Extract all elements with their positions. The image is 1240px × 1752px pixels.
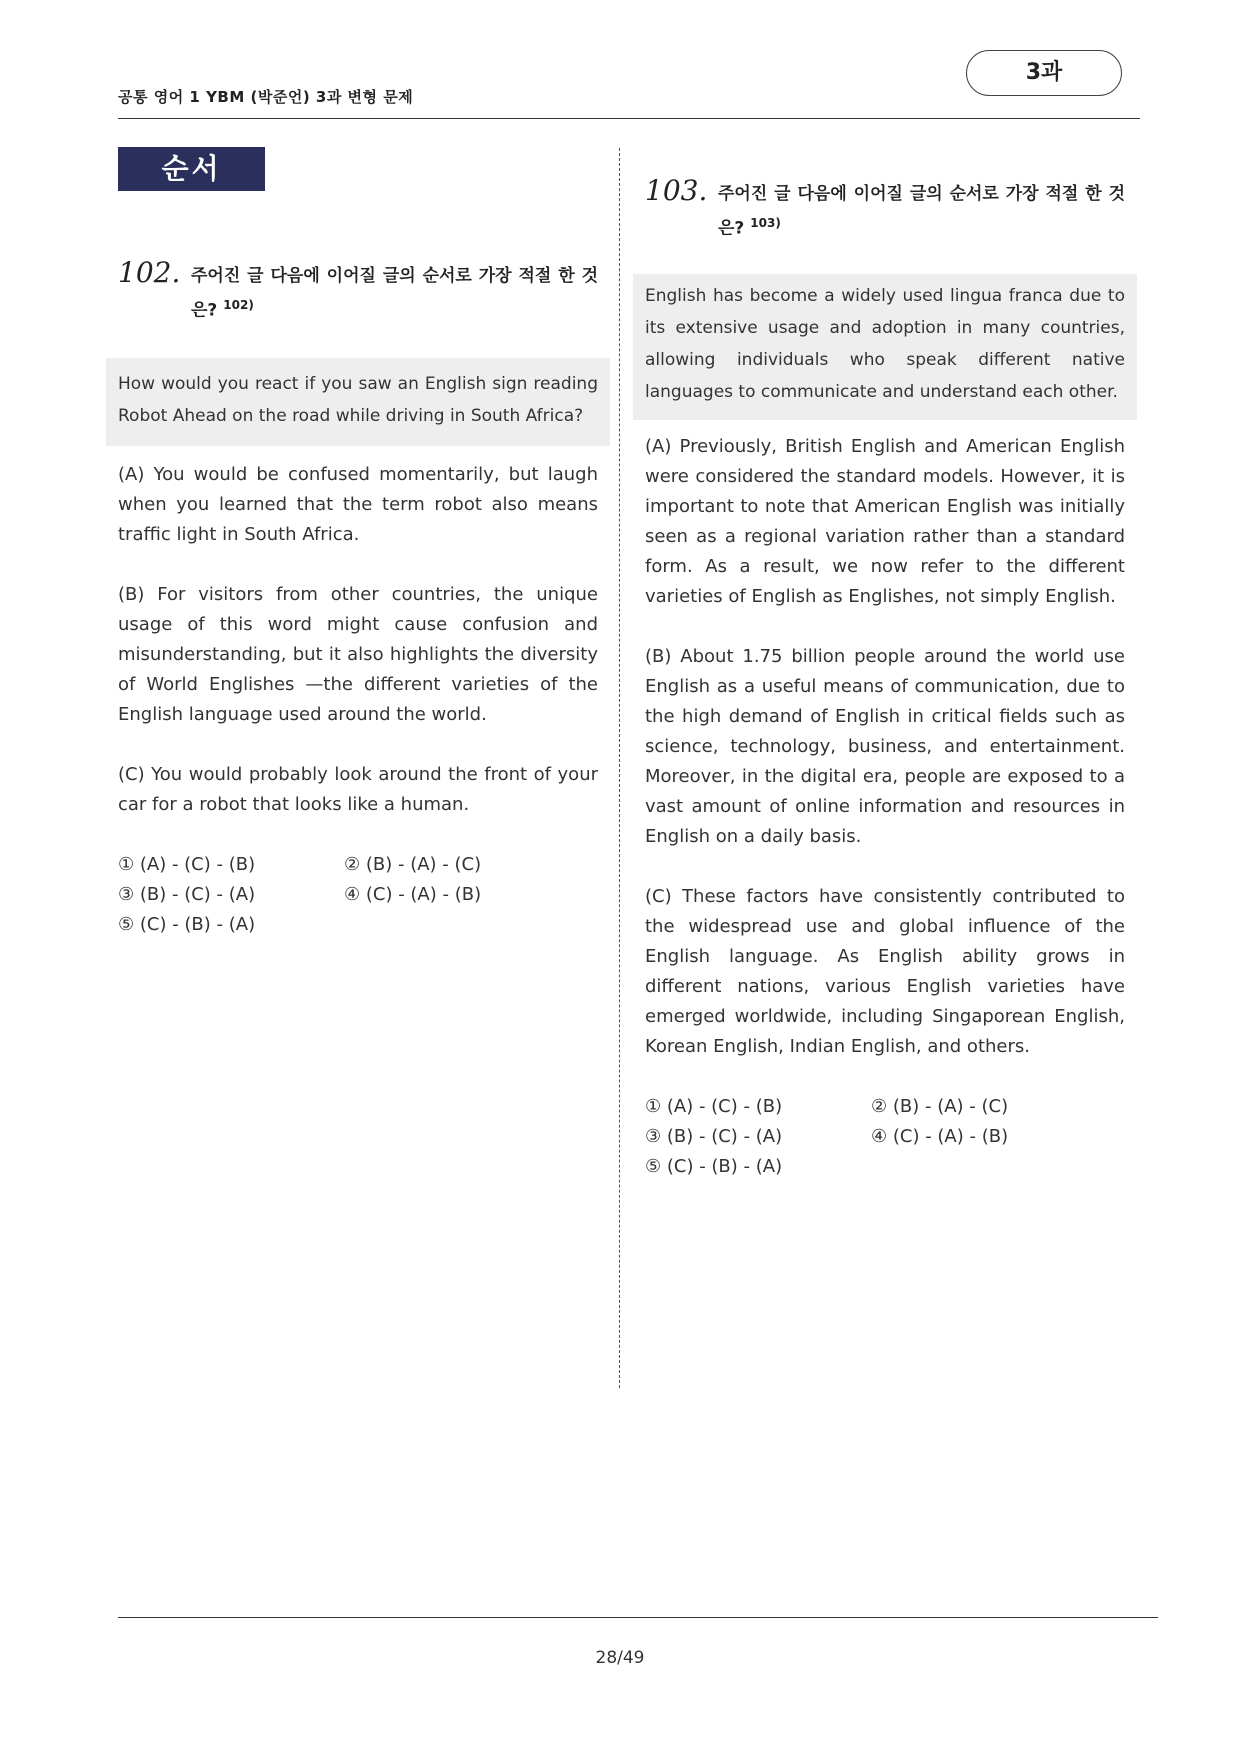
paragraph-c: (C) You would probably look around the front of your car for a robot that looks like a human. — [118, 763, 598, 815]
paragraph-b: (B) For visitors from other countries, the unique usage of this word might cause confusion and misunderstanding, but it also highlights the diversity of World Englishes —the different varieties of the English language used around the world. — [118, 583, 598, 725]
answer-choice-2[interactable]: ② (B) - (A) - (C) — [871, 1095, 1009, 1117]
answer-choice-4[interactable]: ④ (C) - (A) - (B) — [871, 1125, 1009, 1147]
header-rule — [118, 118, 1140, 119]
question-footnote-ref: 103) — [750, 216, 781, 230]
question-prompt — [191, 262, 598, 326]
answer-choice-2[interactable]: ② (B) - (A) - (C) — [344, 853, 482, 875]
footer-rule — [118, 1617, 1158, 1618]
paragraph-c: (C) These factors have consistently contributed to the widespread use and global influence of the English language. As English ability grows in different nations, various English varieties have emerged worldwide, including Singaporean English, Korean English, Indian English, and others. — [645, 885, 1125, 1057]
given-passage: How would you react if you saw an English sign reading Robot Ahead on the road while driving in South Africa? — [106, 358, 610, 446]
given-passage: English has become a widely used lingua franca due to its extensive usage and adoption in many countries, allowing individuals who speak different native languages to communicate and understand each other. — [633, 274, 1137, 420]
answer-choice-4[interactable]: ④ (C) - (A) - (B) — [344, 883, 482, 905]
question-header — [645, 174, 1125, 244]
answer-choice-5[interactable]: ⑤ (C) - (B) - (A) — [645, 1155, 783, 1177]
answer-choice-3[interactable]: ③ (B) - (C) - (A) — [118, 883, 256, 905]
question-number: 103. — [645, 174, 708, 207]
question-number: 102. — [118, 256, 181, 289]
question-103 — [645, 174, 1125, 1182]
question-prompt-text: 주어진 글 다음에 이어질 글의 순서로 가장 적절 한 것은? — [718, 184, 1125, 239]
column-divider — [619, 148, 620, 1388]
answer-choices — [645, 1092, 1125, 1182]
paragraph-a: (A) You would be confused momentarily, but laugh when you learned that the term robot also means traffic light in South Africa. — [118, 463, 598, 545]
question-footnote-ref: 102) — [223, 298, 254, 312]
question-header — [118, 256, 598, 326]
page-number: 28/49 — [595, 1648, 645, 1668]
answer-choice-1[interactable]: ① (A) - (C) - (B) — [118, 853, 256, 875]
answer-choices — [118, 850, 598, 940]
section-tag: 순서 — [118, 147, 265, 191]
question-prompt-text: 주어진 글 다음에 이어질 글의 순서로 가장 적절 한 것은? — [191, 266, 598, 321]
question-102 — [118, 256, 598, 940]
paragraph-options — [118, 460, 598, 820]
answer-choice-5[interactable]: ⑤ (C) - (B) - (A) — [118, 913, 256, 935]
paragraph-b: (B) About 1.75 billion people around the world use English as a useful means of communication, due to the high demand of English in critical fields such as science, technology, business, and entertainment. Moreover, in the digital era, people are exposed to a vast amount of online information and resources in English on a daily basis. — [645, 645, 1125, 847]
question-prompt — [718, 180, 1125, 244]
answer-choice-3[interactable]: ③ (B) - (C) - (A) — [645, 1125, 783, 1147]
document-header-title: 공통 영어 1 YBM (박준언) 3과 변형 문제 — [118, 88, 414, 106]
answer-choice-1[interactable]: ① (A) - (C) - (B) — [645, 1095, 783, 1117]
paragraph-options — [645, 432, 1125, 1062]
paragraph-a: (A) Previously, British English and American English were considered the standard models. However, it is important to note that American English was initially seen as a regional variation rather than a standard form. As a result, we now refer to the different varieties of English as Englishes, not simply English. — [645, 435, 1125, 607]
lesson-badge: 3과 — [966, 50, 1122, 96]
